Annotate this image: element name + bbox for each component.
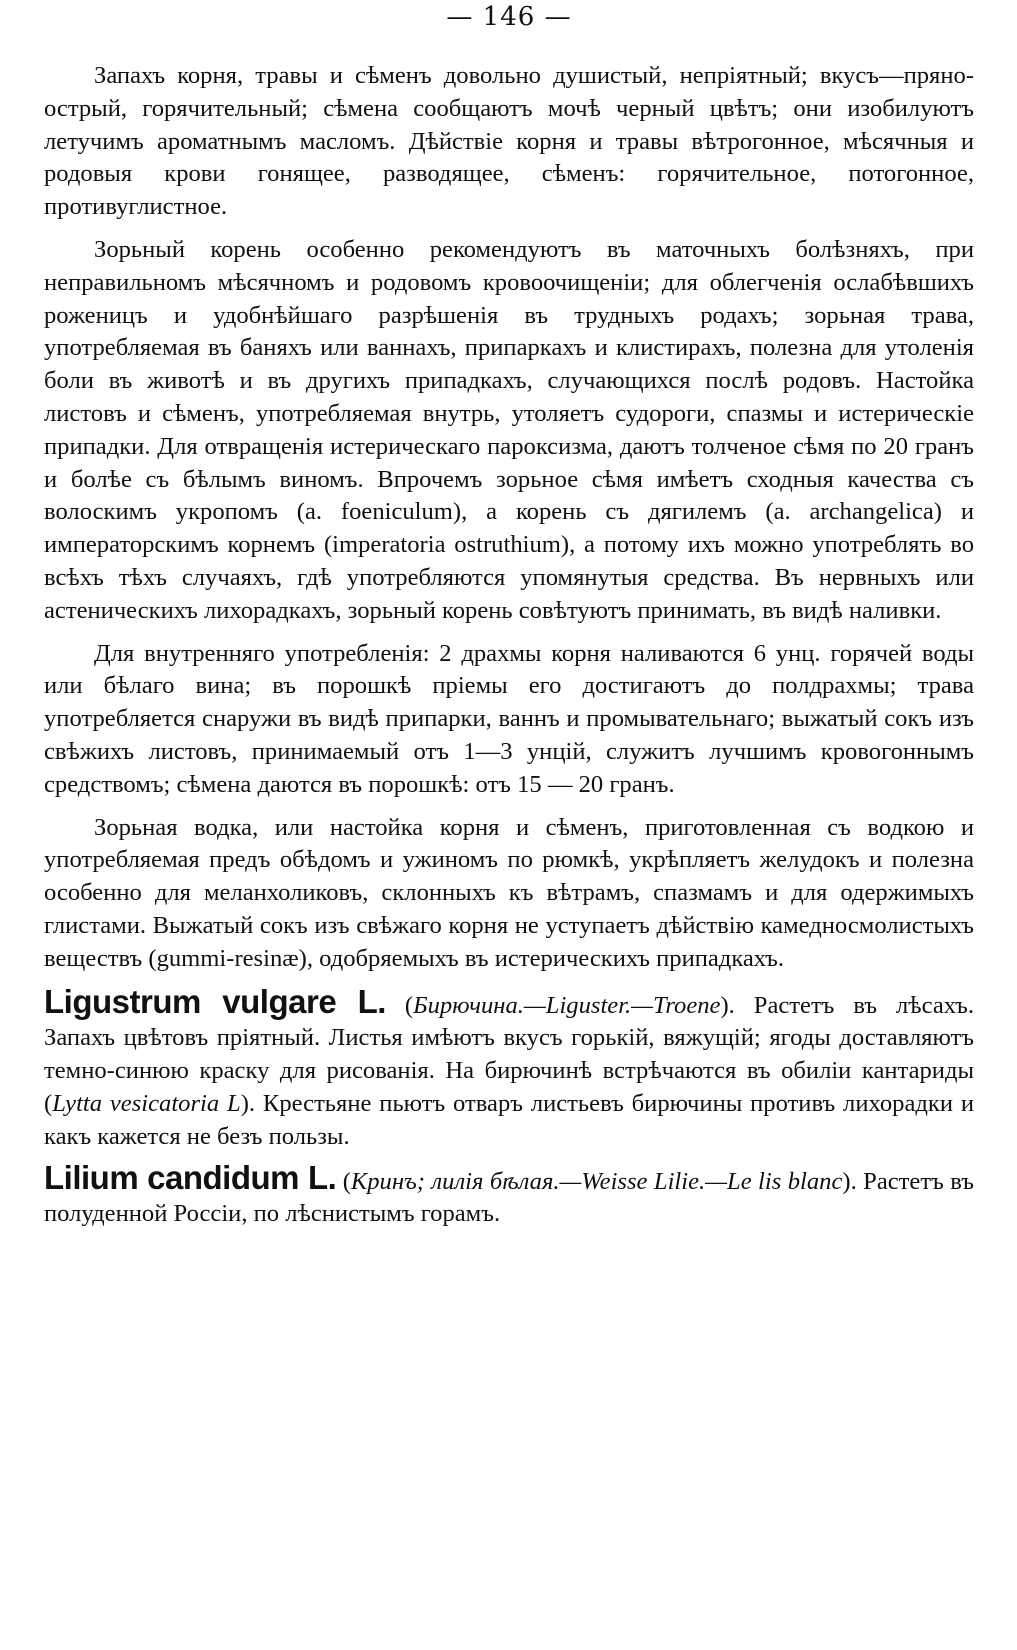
entry-body-continued: ). Крестьяне пьютъ отваръ листьевъ бирючины противъ лихорадки и какъ кажется не безъ пользы. xyxy=(44,1089,975,1150)
paragraph-smell-taste: Запахъ корня, травы и сѣменъ довольно душистый, непріятный; вкусъ—пряно-острый, горячительный; сѣмена сообщаютъ мочѣ черный цвѣтъ; они изобилуютъ летучимъ ароматнымъ масломъ. Дѣйствіе корня и травы вѣтрогонное, мѣсячныя и родовыя крови гонящее, разводящее, сѣменъ: горячительное, потогонное, противуглистное. xyxy=(44,62,974,221)
entry-open-paren: ( xyxy=(385,991,414,1019)
entry-common-names: Бирючина.—Liguster.—Troene xyxy=(413,991,721,1019)
entry-close-paren: ). xyxy=(720,991,754,1019)
entry-body-latin: Lytta vesicatoria L xyxy=(52,1089,241,1117)
entry-body: Растетъ въ полуденной Россіи, по лѣснистымъ горамъ. xyxy=(44,1167,974,1228)
entry-open-paren: ( xyxy=(336,1167,351,1195)
entry-headword: Ligustrum vulgare L. xyxy=(44,982,386,1020)
entry-body: Растетъ въ лѣсахъ. Запахъ цвѣтовъ пріятный. Листья имѣютъ вкусъ горькій, вяжущій; ягоды доставляютъ темно-синюю краску для рисованія. На бирючинѣ встрѣчаются въ обиліи кантариды ( xyxy=(44,991,974,1117)
page-number: — 146 — xyxy=(446,2,572,32)
paragraph-root-recommendations: Зорьный корень особенно рекомендуютъ въ маточныхъ болѣзняхъ, при неправильномъ мѣсячномъ и родовомъ кровоочищеніи; для облегченія ослабѣвшихъ роженицъ и удобнѣйшаго разрѣшенія въ трудныхъ родахъ; зорьная трава, употребляемая въ баняхъ или ваннахъ, припаркахъ и клистирахъ, полезна для утоленія боли въ животѣ и въ другихъ припадкахъ, случающихся послѣ родовъ. Настойка листовъ и сѣменъ, употребляемая внутрь, утоляетъ судороги, спазмы и истерическіе припадки. Для отвращенія истерическаго пароксизма, даютъ толченое сѣмя по 20 гранъ и болѣе съ бѣлымъ виномъ. Впрочемъ зорьное сѣмя имѣетъ сходныя качества съ волоскимъ укропомъ (a. foeniculum), а корень съ дягилемъ (a. archangelica) и императорскимъ корнемъ (imperatoria ostruthium), а потому ихъ можно употреблять во всѣхъ тѣхъ случаяхъ, гдѣ употребляются упомянутыя средства. Въ нервныхъ или астеническихъ лихорадкахъ, зорьный корень совѣтуютъ принимать, въ видѣ наливки. xyxy=(44,235,974,624)
entry-ligustrum xyxy=(44,982,975,1154)
paragraph-vodka-tincture: Зорьная водка, или настойка корня и сѣменъ, приготовленная съ водкою и употребляемая предъ обѣдомъ и ужиномъ по рюмкѣ, укрѣпляетъ желудокъ и полезна особенно для меланхоликовъ, склонныхъ къ вѣтрамъ, спазмамъ и для одержимыхъ глистами. Выжатый сокъ изъ свѣжаго корня не уступаетъ дѣйствію камедносмолистыхъ веществъ (gummi-resinæ), одобряемыхъ въ истерическихъ припадкахъ. xyxy=(44,813,974,972)
page xyxy=(44,0,974,1231)
entry-close-paren: ). xyxy=(842,1167,864,1195)
entry-common-names: Кринъ; лилія бѣлая.—Weisse Lilie.—Le lis blanc xyxy=(350,1167,843,1195)
paragraph-internal-use: Для внутренняго употребленія: 2 драхмы корня наливаются 6 унц. горячей воды или бѣлаго вина; въ порошкѣ пріемы его достигаютъ до полдрахмы; трава употребляется снаружи въ видѣ припарки, ваннъ и промывательнаго; выжатый сокъ изъ свѣжихъ листовъ, принимаемый отъ 1—3 унцій, служитъ лучшимъ кровогоннымъ средствомъ; сѣмена даются въ порошкѣ: отъ 15 — 20 гранъ. xyxy=(44,639,974,798)
entry-lilium xyxy=(44,1158,974,1232)
entry-headword: Lilium candidum L. xyxy=(44,1158,337,1196)
